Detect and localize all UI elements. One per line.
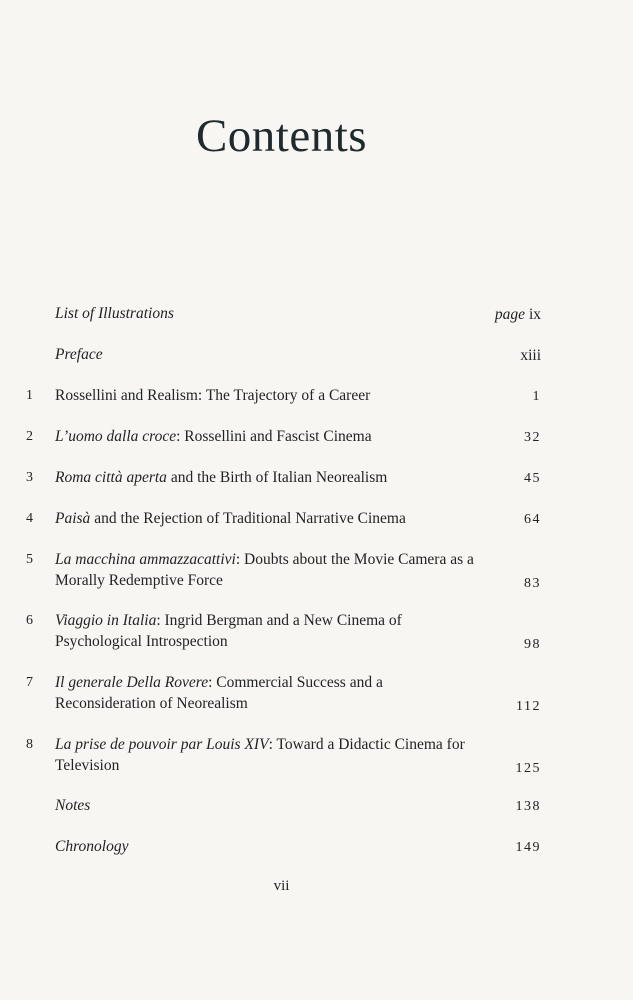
chapter-number: 1 [26, 388, 33, 403]
entry-title-text: : Doubts about the Movie Camera as a Morally Redemptive Force [55, 551, 474, 589]
page-reference [516, 797, 542, 818]
entry-title [55, 468, 475, 489]
page-reference [524, 574, 541, 595]
entry-title [55, 304, 475, 325]
entry-title-text: : Ingrid Bergman and a New Cinema of Psychological Introspection [55, 612, 402, 650]
entry-title-text: : Toward a Didactic Cinema for Television [55, 736, 465, 774]
entry-title [55, 611, 475, 652]
chapter-number: 3 [26, 470, 33, 485]
entry-title [55, 673, 475, 714]
entry-title-italic: Preface [55, 346, 103, 363]
page-number: vii [273, 878, 290, 894]
entry-title [55, 837, 475, 858]
entry-title-italic: Roma città aperta [55, 469, 167, 486]
chapter-number: 4 [26, 511, 33, 526]
entry-title [55, 386, 475, 407]
entry-title-italic: Il generale Della Rovere [55, 674, 209, 691]
entry-title-italic: Viaggio in Italia [55, 612, 157, 629]
entry-title [55, 427, 475, 448]
entry-title-text: : Rossellini and Fascist Cinema [176, 428, 372, 445]
chapter-number: 5 [26, 552, 33, 567]
page-prefix: page [494, 306, 526, 323]
chapter-number: 8 [26, 737, 33, 752]
page-reference [524, 428, 541, 449]
entry-title-italic: List of Illustrations [55, 305, 174, 322]
page-title: Contents [195, 110, 368, 162]
page-reference [520, 346, 541, 367]
entry-title [55, 735, 475, 776]
page-reference [516, 838, 542, 859]
page-number-value: 138 [515, 799, 541, 814]
entry-title-text: : Commercial Success and a Reconsideration of Neorealism [55, 674, 383, 712]
entry-title-text: Rossellini and Realism: The Trajectory of a Career [55, 387, 371, 404]
page-number-value: 45 [524, 471, 541, 486]
chapter-number: 6 [26, 613, 33, 628]
page-number-value: ix [528, 306, 541, 323]
entry-title-italic: Chronology [55, 838, 129, 855]
entry-title [55, 796, 475, 817]
entry-title [55, 550, 475, 591]
entry-title-italic: Notes [55, 797, 91, 814]
chapter-number: 2 [26, 429, 33, 444]
page-number-value: 64 [524, 512, 541, 527]
page-number-value: 1 [532, 389, 541, 404]
page-reference [495, 305, 541, 326]
entry-title-text: and the Rejection of Traditional Narrative Cinema [90, 510, 406, 527]
page-reference [516, 697, 541, 718]
entry-title-italic: La macchina ammazzacattivi [55, 551, 236, 568]
page-number-value: 83 [524, 575, 541, 591]
entry-title-italic: Paisà [55, 510, 91, 527]
page-reference [516, 759, 542, 780]
entry-title [55, 345, 475, 366]
page-number-value: 149 [515, 840, 541, 855]
chapter-number: 7 [26, 675, 33, 690]
page-number-value: 32 [524, 430, 541, 445]
entry-title [55, 509, 475, 530]
entry-title-italic: La prise de pouvoir par Louis XIV [55, 736, 269, 753]
entry-title-italic: L’uomo dalla croce [55, 428, 177, 445]
page-number-value: 112 [516, 698, 541, 714]
page-reference [533, 387, 542, 408]
page-number-value: 125 [515, 760, 541, 776]
page-reference [524, 510, 541, 531]
page-number-value: xiii [520, 347, 541, 364]
page-reference [524, 635, 541, 656]
page-number-value: 98 [524, 636, 541, 652]
entry-title-text: and the Birth of Italian Neorealism [166, 469, 388, 486]
page-reference [524, 469, 541, 490]
